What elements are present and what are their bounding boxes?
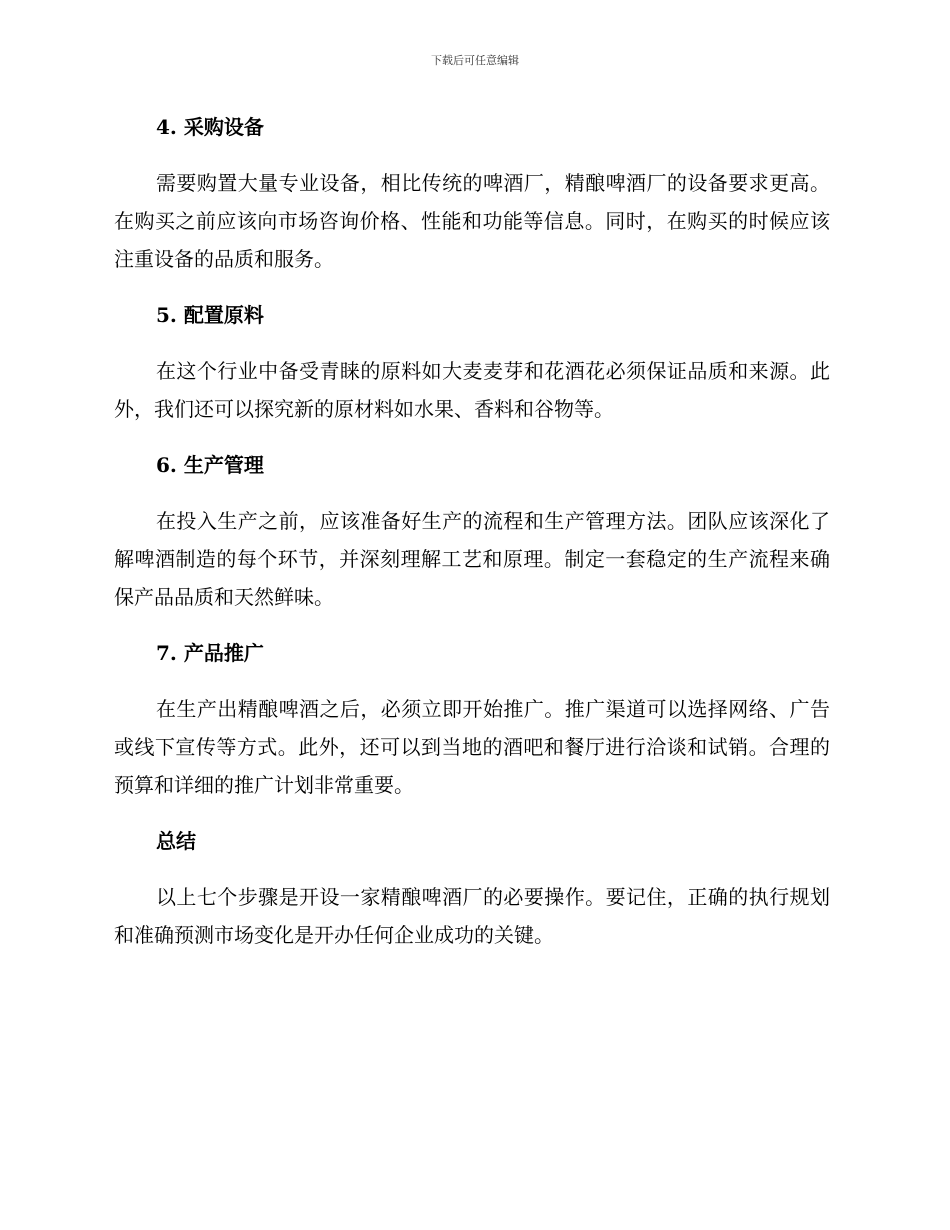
section-heading-procure-equipment: 4. 采购设备 [156, 115, 264, 139]
section-heading-product-promotion: 7. 产品推广 [156, 641, 264, 665]
section-paragraph-raw-materials: 在这个行业中备受青睐的原料如大麦麦芽和花酒花必须保证品质和来源。此外，我们还可以探究新的原材料如水果、香料和谷物等。 [114, 359, 830, 421]
section-heading-summary: 总结 [156, 829, 196, 853]
section-paragraph-production-management: 在投入生产之前，应该准备好生产的流程和生产管理方法。团队应该深化了解啤酒制造的每个环节，并深刻理解工艺和原理。制定一套稳定的生产流程来确保产品品质和天然鲜味。 [114, 509, 830, 609]
section-heading-raw-materials: 5. 配置原料 [156, 303, 264, 327]
section-heading-production-management: 6. 生产管理 [156, 453, 264, 477]
document-body [114, 108, 830, 972]
section-paragraph-summary: 以上七个步骤是开设一家精酿啤酒厂的必要操作。要记住，正确的执行规划和准确预测市场变化是开办任何企业成功的关键。 [114, 885, 830, 947]
section-paragraph-procure-equipment: 需要购置大量专业设备，相比传统的啤酒厂，精酿啤酒厂的设备要求更高。在购买之前应该向市场咨询价格、性能和功能等信息。同时，在购买的时候应该注重设备的品质和服务。 [114, 171, 830, 271]
page-header: 下载后可任意编辑 [431, 54, 519, 67]
section-paragraph-product-promotion: 在生产出精酿啤酒之后，必须立即开始推广。推广渠道可以选择网络、广告或线下宣传等方式。此外，还可以到当地的酒吧和餐厅进行洽谈和试销。合理的预算和详细的推广计划非常重要。 [114, 697, 830, 797]
